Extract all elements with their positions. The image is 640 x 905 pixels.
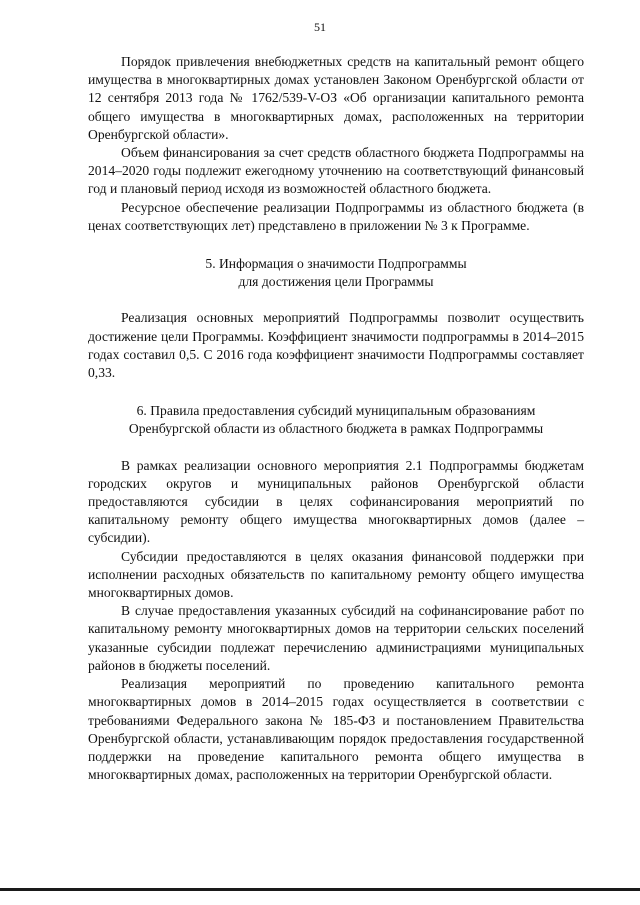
paragraph: Реализация мероприятий по проведению капитального ремонта многоквартирных домов в 2014–2015 годах осуществляется в соответствии с требованиями Федерального закона № 185-ФЗ и постановлением Правительства Оренбургской области, устанавливающим порядок предоставления государственной поддержки на проведение капитального ремонта общего имущества в многоквартирных домах, расположенных на территории Оренбургской области. bbox=[88, 676, 584, 783]
paragraph: Реализация основных мероприятий Подпрограммы позволит осуществить достижение цели Программы. Коэффициент значимости подпрограммы в 2014–2015 годах составил 0,5. С 2016 года коэффициент значимости Подпрограммы составляет 0,33. bbox=[88, 310, 584, 381]
paragraph: В случае предоставления указанных субсидий на софинансирование работ по капитальному ремонту многоквартирных домов на территории сельских поселений указанные субсидии подлежат перечислению администрациями муниципальных районов в бюджеты поселений. bbox=[88, 603, 584, 673]
section-5-title-line-2: для достижения цели Программы bbox=[238, 274, 434, 290]
section-5-title-line-1: 5. Информация о значимости Подпрограммы bbox=[205, 256, 467, 272]
paragraph: Субсидии предоставляются в целях оказания финансовой поддержки при исполнении расходных обязательств по капитальному ремонту общего имущества многоквартирных домов. bbox=[88, 548, 584, 601]
page-number: 51 bbox=[314, 20, 326, 34]
paragraph: Ресурсное обеспечение реализации Подпрограммы из областного бюджета (в ценах соответствующих лет) представлено в приложении № 3 к Программе. bbox=[88, 199, 584, 233]
bottom-edge-line bbox=[0, 888, 640, 891]
page-content bbox=[88, 53, 584, 784]
section-6-title-line-1: 6. Правила предоставления субсидий муниципальным образованиям bbox=[136, 403, 536, 419]
paragraph: Объем финансирования за счет средств областного бюджета Подпрограммы на 2014–2020 годы подлежит ежегодному уточнению на соответствующий финансовый год и плановый период исходя из возможностей областного бюджета. bbox=[88, 145, 584, 197]
paragraph: Порядок привлечения внебюджетных средств на капитальный ремонт общего имущества в многоквартирных домах установлен Законом Оренбургской области от 12 сентября 2013 года № 1762/539-V-ОЗ «Об организации капитального ремонта общего имущества в многоквартирных домах, расположенных на территории Оренбургской области». bbox=[88, 54, 584, 142]
paragraph: В рамках реализации основного мероприятия 2.1 Подпрограммы бюджетам городских округов и муниципальных районов Оренбургской области предоставляются субсидии в целях софинансирования мероприятий по капитальному ремонту общего имущества многоквартирных домов (далее – субсидии). bbox=[88, 457, 584, 546]
section-6-title-line-2: Оренбургской области из областного бюджета в рамках Подпрограммы bbox=[128, 421, 544, 437]
